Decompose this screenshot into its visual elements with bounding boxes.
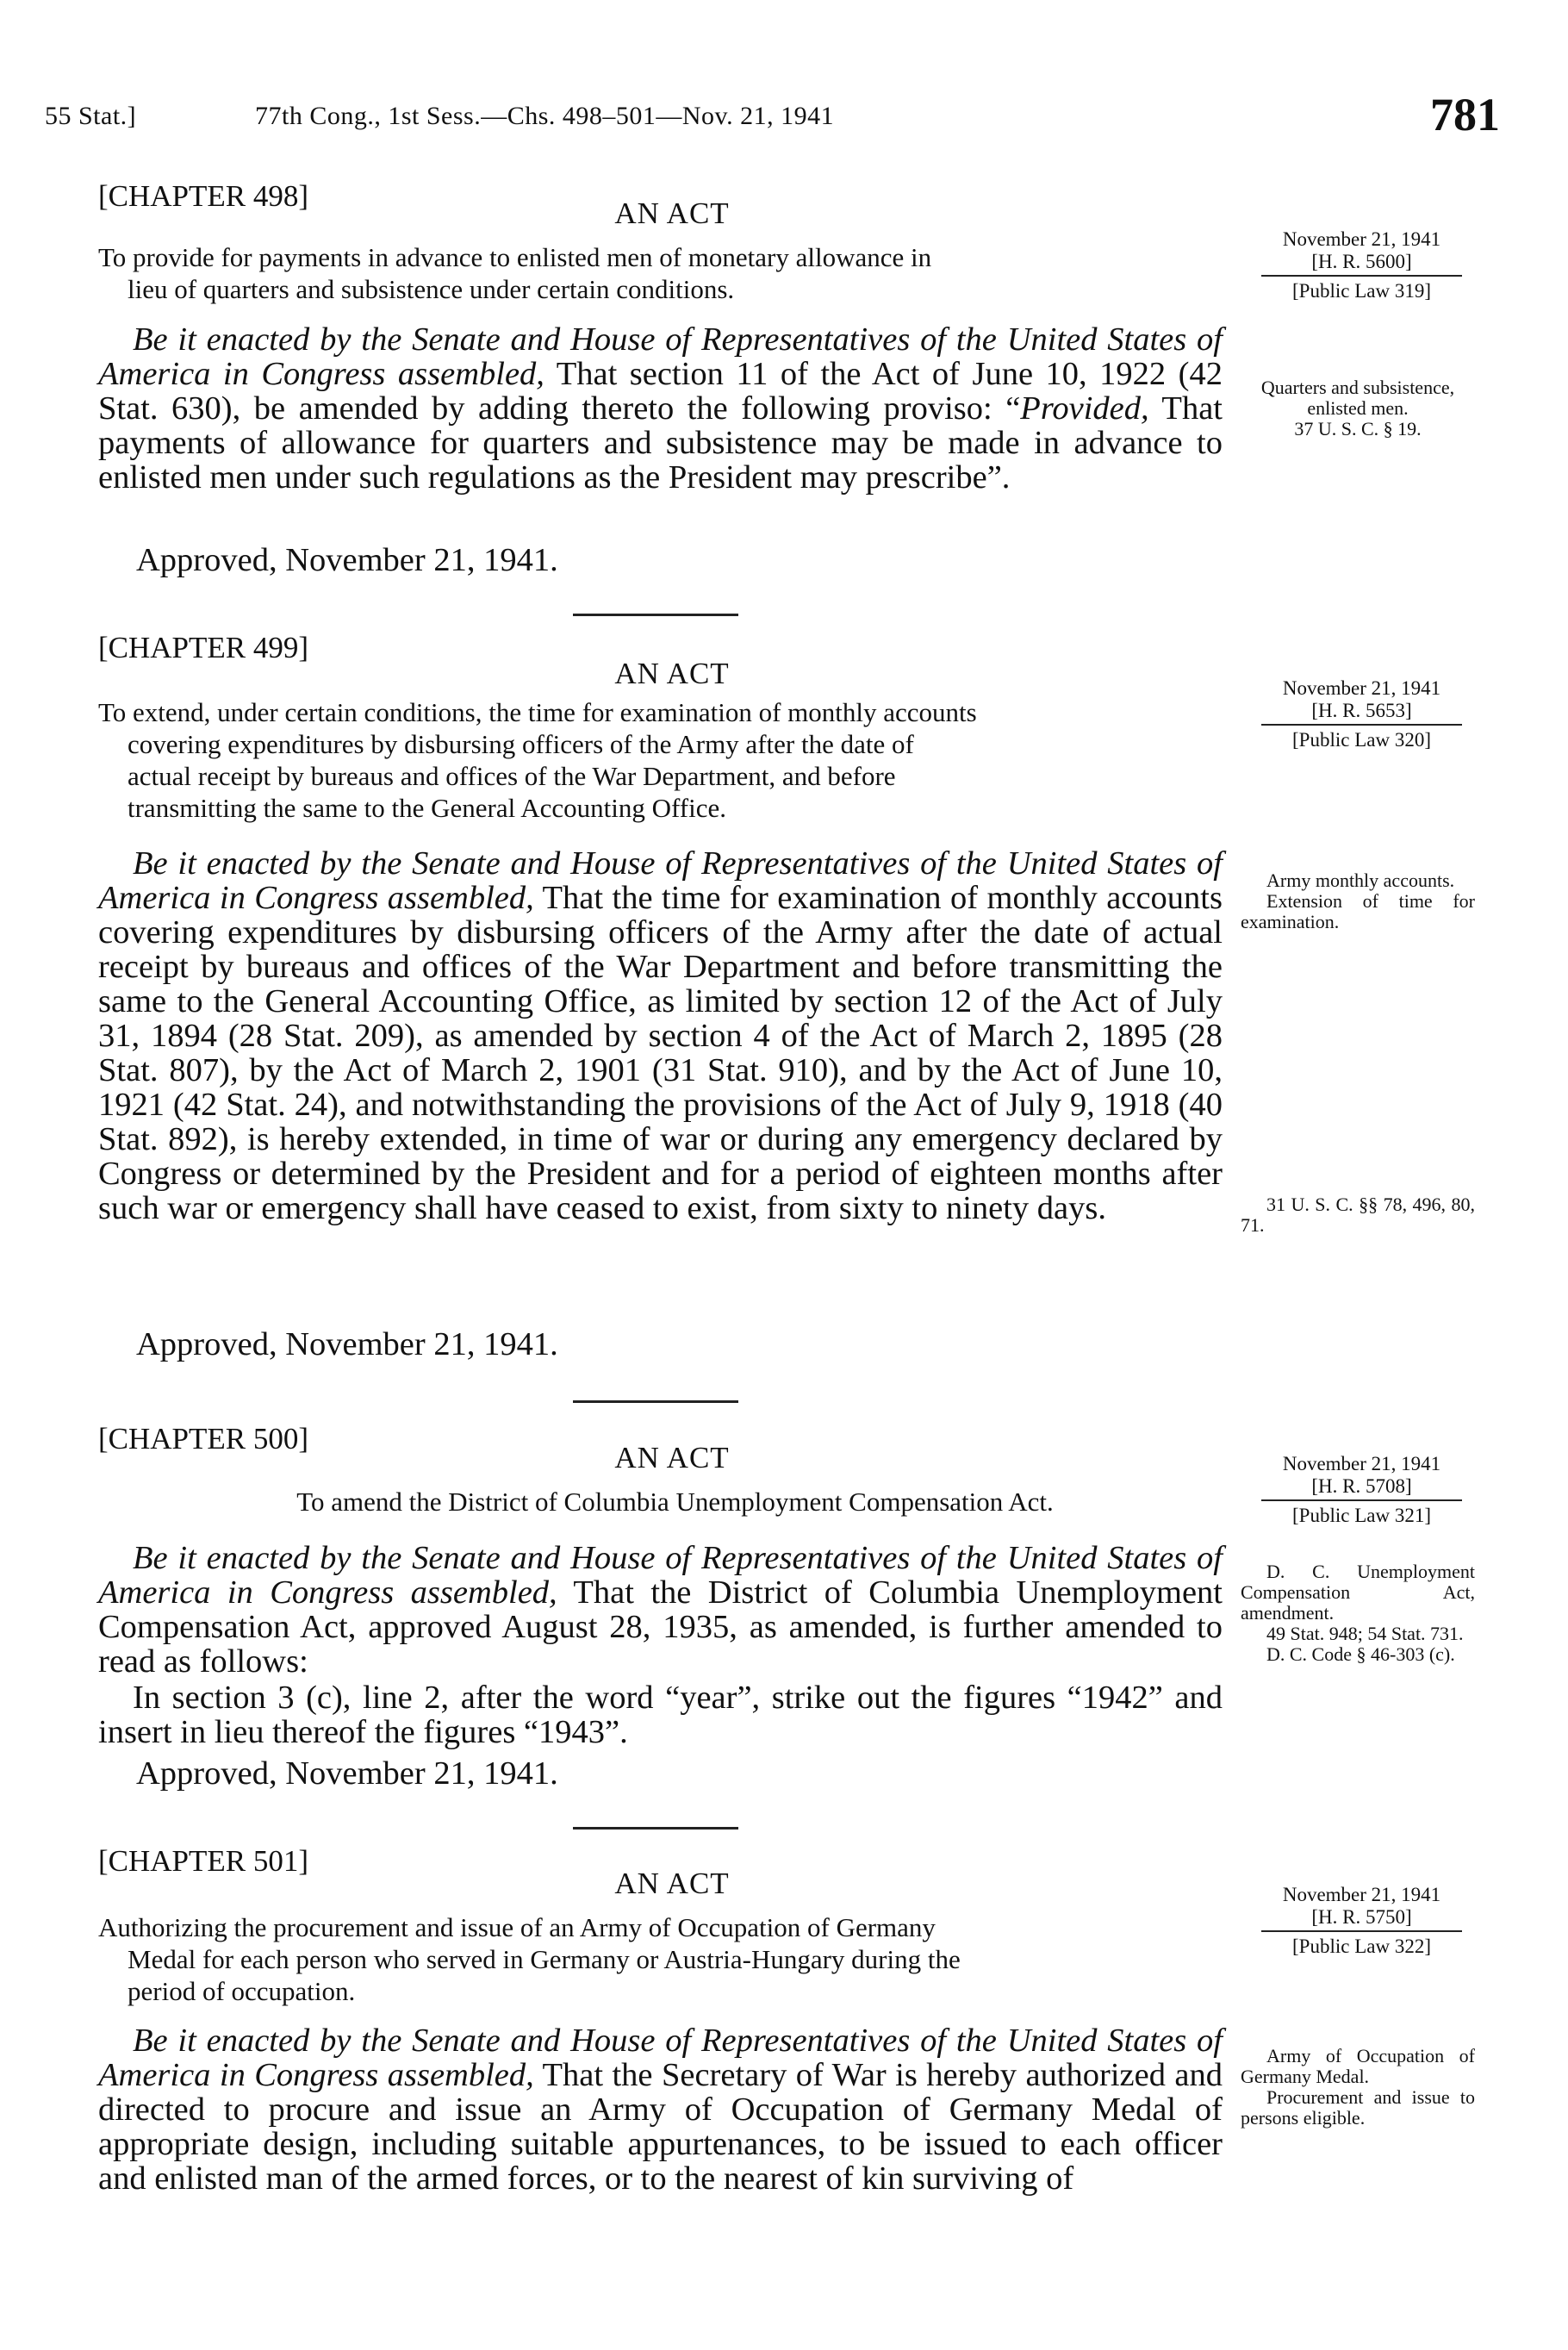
- margin-note-line: Army monthly accounts.: [1266, 870, 1455, 891]
- approval-line: Approved, November 21, 1941.: [136, 1326, 558, 1362]
- public-law-number: [Public Law 319]: [1292, 280, 1431, 302]
- chapter-label: [CHAPTER 501]: [98, 1844, 309, 1878]
- act-title-line: To amend the District of Columbia Unemployment Compensation Act.: [296, 1487, 1054, 1517]
- act-title-line: To extend, under certain conditions, the time for examination of monthly accounts: [98, 697, 977, 727]
- margin-note-line: D. C. Unemployment Compensation Act, amendment.: [1241, 1561, 1475, 1624]
- approval-line: Approved, November 21, 1941.: [136, 542, 558, 578]
- act-body: [98, 322, 1223, 495]
- act-title: [98, 1486, 1223, 1518]
- act-heading: AN ACT: [614, 1867, 730, 1900]
- section-rule: [573, 614, 738, 616]
- act-heading: AN ACT: [614, 1441, 730, 1474]
- margin-note-line: Extension of time for examination.: [1241, 890, 1475, 932]
- act-heading: AN ACT: [614, 196, 730, 230]
- bill-number: [H. R. 5708]: [1261, 1475, 1462, 1501]
- body-text: That the Secretary of War is hereby authorized and directed to procure and issue an Army of Occupation of Germany Medal of appropriate design, including suitable appurtenances, to be issued to each officer and enlisted man of the armed forces, or to the nearest of kin surviving of: [98, 2057, 1223, 2197]
- enacting-clause: Be it enacted by the Senate and House of Representatives of the United States of America in Congress assembled,: [98, 2023, 1223, 2093]
- act-title: [98, 241, 1223, 305]
- act-title-line: Medal for each person who served in Germany or Austria-Hungary during the: [128, 1944, 961, 1974]
- enactment-meta: [1256, 228, 1467, 302]
- act-title: [98, 696, 1223, 824]
- chapter-label: [CHAPTER 499]: [98, 631, 309, 664]
- act-body: [98, 1680, 1223, 1749]
- page-number: 781: [1430, 89, 1500, 140]
- body-text: That the District of Columbia Unemployment Compensation Act, approved August 28, 1935, as amended, is further amended to read as follows:: [98, 1574, 1223, 1680]
- act-title-line: To provide for payments in advance to enlisted men of monetary allowance in: [98, 242, 932, 272]
- act-title-line: covering expenditures by disbursing officers of the Army after the date of: [128, 729, 914, 759]
- margin-note-line: 37 U. S. C. § 19.: [1294, 418, 1422, 439]
- enacting-clause: Be it enacted by the Senate and House of Representatives of the United States of America in Congress assembled,: [98, 845, 1223, 916]
- body-text: In section 3 (c), line 2, after the word “year”, strike out the figures “1942” and insert in lieu thereof the figures “1943”.: [98, 1680, 1223, 1750]
- act-title-line: lieu of quarters and subsistence under certain conditions.: [128, 274, 735, 304]
- act-title: [98, 1911, 1223, 2007]
- margin-note: [1241, 2046, 1475, 2129]
- bill-number: [H. R. 5750]: [1261, 1906, 1462, 1932]
- enactment-meta: [1256, 1453, 1467, 1527]
- public-law-number: [Public Law 322]: [1292, 1935, 1431, 1957]
- section-rule: [573, 1827, 738, 1830]
- act-title-line: transmitting the same to the General Accounting Office.: [128, 793, 727, 823]
- body-text: That the time for examination of monthly accounts covering expenditures by disbursing officers of the Army after the date of actual receipt by bureaus and offices of the War Department and before transmitting the same to the General Accounting Office, as limited by section 12 of the Act of July 31, 1894 (28 Stat. 209), as amended by section 4 of the Act of March 2, 1895 (28 Stat. 807), by the Act of March 2, 1901 (31 Stat. 910), and by the Act of June 10, 1921 (42 Stat. 24), and notwithstanding the provisions of the Act of July 9, 1918 (40 Stat. 892), is hereby extended, in time of war or during any emergency declared by Congress or determined by the President and for a period of eighteen months after such war or emergency shall have ceased to exist, from sixty to ninety days.: [98, 880, 1223, 1226]
- public-law-number: [Public Law 320]: [1292, 729, 1431, 751]
- act-title-line: Authorizing the procurement and issue of an Army of Occupation of Germany: [98, 1912, 936, 1942]
- bill-number: [H. R. 5653]: [1261, 700, 1462, 726]
- enactment-date: November 21, 1941: [1282, 1453, 1441, 1474]
- chapter-label: [CHAPTER 500]: [98, 1422, 309, 1456]
- enactment-date: November 21, 1941: [1282, 228, 1441, 250]
- margin-note: [1241, 870, 1475, 932]
- session-line: 77th Cong., 1st Sess.—Chs. 498–501—Nov. 21, 1941: [255, 102, 835, 130]
- enacting-clause: Be it enacted by the Senate and House of Representatives of the United States of America in Congress assembled,: [98, 321, 1223, 392]
- act-title-line: period of occupation.: [128, 1976, 356, 2006]
- body-text: That section 11 of the Act of June 10, 1922 (42 Stat. 630), be amended by adding thereto the following proviso: “: [98, 356, 1223, 427]
- margin-note-line: 49 Stat. 948; 54 Stat. 731.: [1266, 1623, 1464, 1644]
- act-heading: AN ACT: [614, 657, 730, 690]
- act-body: [98, 1541, 1223, 1679]
- public-law-number: [Public Law 321]: [1292, 1505, 1431, 1526]
- volume-citation: 55 Stat.]: [45, 102, 137, 130]
- margin-note-line: 31 U. S. C. §§ 78, 496, 80, 71.: [1241, 1194, 1475, 1236]
- margin-note-line: Procurement and issue to persons eligible.: [1241, 2086, 1475, 2129]
- enactment-meta: [1256, 1884, 1467, 1958]
- act-title-line: actual receipt by bureaus and offices of the War Department, and before: [128, 761, 896, 791]
- margin-note-line: Quarters and subsistence, enlisted men.: [1260, 377, 1455, 419]
- approval-line: Approved, November 21, 1941.: [136, 1755, 558, 1792]
- proviso-word: Provided,: [1020, 390, 1149, 427]
- act-body: [98, 2023, 1223, 2196]
- act-body: [98, 846, 1223, 1225]
- chapter-label: [CHAPTER 498]: [98, 179, 309, 213]
- body-text: That payments of allowance for quarters and subsistence may be made in advance to enlisted men under such regulations as the President may prescribe”.: [98, 390, 1223, 496]
- margin-note: [1241, 1194, 1475, 1236]
- enactment-date: November 21, 1941: [1282, 1884, 1441, 1905]
- margin-note-line: D. C. Code § 46-303 (c).: [1266, 1643, 1455, 1665]
- margin-note-line: Army of Occupation of Germany Medal.: [1241, 2045, 1475, 2087]
- bill-number: [H. R. 5600]: [1261, 251, 1462, 277]
- enactment-meta: [1256, 677, 1467, 751]
- enactment-date: November 21, 1941: [1282, 677, 1441, 699]
- margin-note: [1241, 377, 1475, 439]
- section-rule: [573, 1400, 738, 1403]
- enacting-clause: Be it enacted by the Senate and House of Representatives of the United States of America in Congress assembled,: [98, 1540, 1223, 1611]
- margin-note: [1241, 1561, 1475, 1665]
